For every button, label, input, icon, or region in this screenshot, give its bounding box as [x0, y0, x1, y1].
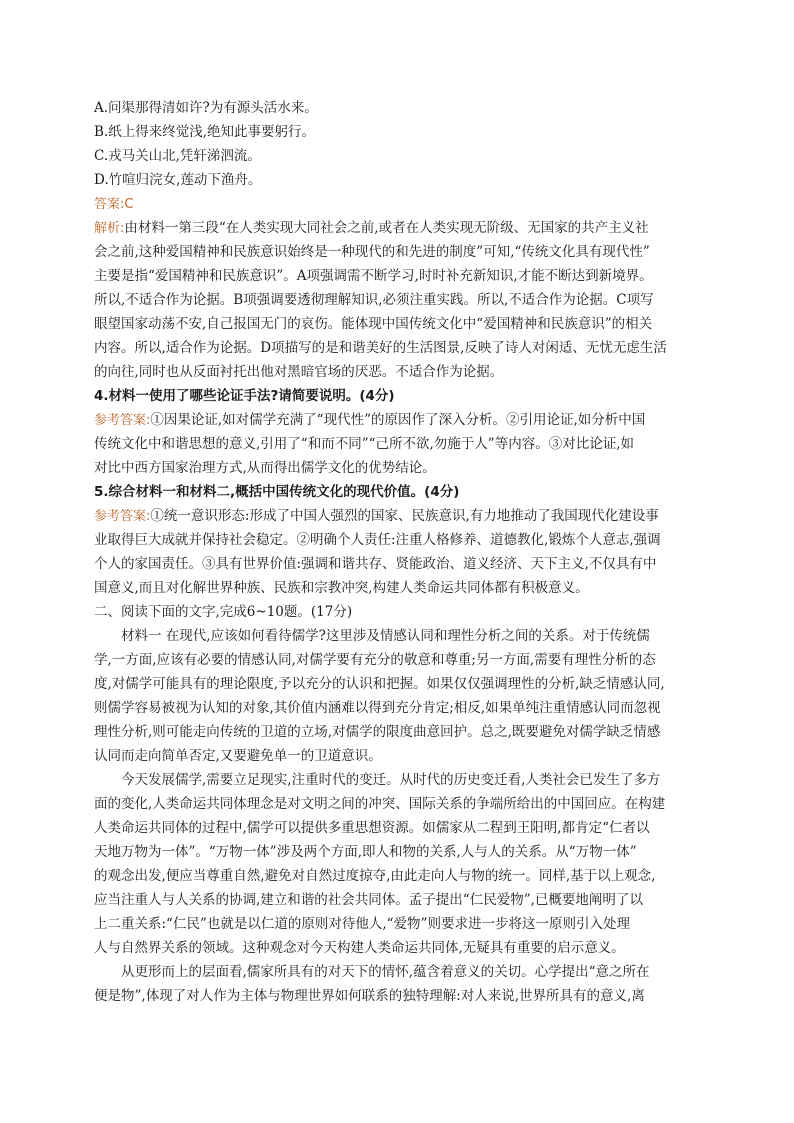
question-4: 4.材料一使用了哪些论证手法?请简要说明。(4分): [94, 388, 395, 404]
reference-answer-line: 个人的家国责任。③具有世界价值:强调和谐共存、贤能政治、道义经济、天下主义,不仅具有中: [94, 556, 657, 572]
reference-answer-line: [94, 408, 706, 432]
paragraph-line: 从更形而上的层面看,儒家所具有的对天下的情怀,蕴含着意义的关切。心学提出“意之所在: [121, 964, 650, 980]
reference-answer-line: 传统文化中和谐思想的意义,引用了“和而不同”“己所不欲,勿施于人”等内容。③对比论证,如: [94, 436, 634, 452]
option-b: B.纸上得来终觉浅,绝知此事要躬行。: [94, 124, 316, 140]
section-heading: 二、阅读下面的文字,完成6~10题。(17分): [94, 604, 353, 620]
answer-value: C: [124, 197, 134, 212]
analysis-line: 眼望国家动荡不安,自己报国无门的哀伤。能体现中国传统文化中“爱国精神和民族意识”的相关: [94, 316, 653, 332]
paragraph-line: 天地万物为一体”。“万物一体”涉及两个方面,即人和物的关系,人与人的关系。从“万物一体”: [94, 844, 637, 860]
reference-answer-line: 国意义,而且对化解世界种族、民族和宗教冲突,构建人类命运共同体都有积极意义。: [94, 580, 589, 596]
reference-answer-text: ①因果论证,如对儒学充满了“现代性”的原因作了深入分析。②引用论证,如分析中国: [150, 412, 646, 428]
analysis-label: 解析:: [94, 221, 125, 236]
paragraph-line: 面的变化,人类命运共同体理念是对文明之间的冲突、国际关系的争端所给出的中国回应。在构建: [94, 796, 666, 812]
analysis-line: 的向往,同时也从反面衬托出他对黑暗官场的厌恶。不适合作为论据。: [94, 364, 504, 380]
analysis-line: 所以,不适合作为论据。B项强调要透彻理解知识,必须注重实践。所以,不适合作为论据。C项写: [94, 292, 654, 308]
paragraph-line: 今天发展儒学,需要立足现实,注重时代的变迁。从时代的历史变迁看,人类社会已发生了多方: [121, 772, 661, 788]
paragraph-line: 材料一 在现代,应该如何看待儒学?这里涉及情感认同和理性分析之间的关系。对于传统儒: [121, 628, 650, 644]
analysis-line: 会之前,这种爱国精神和民族意识始终是一种现代的和先进的制度”可知,“传统文化具有现代性”: [94, 244, 650, 260]
paragraph-line: 学,一方面,应该有必要的情感认同,对儒学要有充分的敬意和尊重;另一方面,需要有理性分析的态: [94, 652, 656, 668]
paragraph-line: 理性分析,则可能走向传统的卫道的立场,对儒学的限度曲意回护。总之,既要避免对儒学缺乏情感: [94, 724, 661, 740]
reference-answer-label: 参考答案:: [94, 509, 151, 524]
option-a: A.问渠那得清如许?为有源头活水来。: [94, 100, 318, 116]
paragraph-line: 的观念出发,便应当尊重自然,避免对自然过度掠夺,由此走向人与物的统一。同样,基于以上观念,: [94, 868, 656, 884]
answer-label: 答案:: [94, 197, 125, 212]
paragraph-line: 人类命运共同体的过程中,儒学可以提供多重思想资源。如儒家从二程到王阳明,都肯定“仁者以: [94, 820, 650, 836]
reference-answer-text: ①统一意识形态:形成了中国人强烈的国家、民族意识,有力地推动了我国现代化建设事: [150, 508, 659, 524]
option-c: C.戎马关山北,凭轩涕泗流。: [94, 148, 261, 164]
document-page: [94, 96, 706, 1008]
paragraph-line: 便是物”,体现了对人作为主体与物理世界如何联系的独特理解:对人来说,世界所具有的意义,离: [94, 988, 645, 1004]
analysis-text: 由材料一第三段“在人类实现大同社会之前,或者在人类实现无阶级、无国家的共产主义社: [124, 220, 649, 236]
answer-line: [94, 192, 706, 216]
paragraph-line: 度,对儒学可能具有的理论限度,予以充分的认识和把握。如果仅仅强调理性的分析,缺乏情感认同,: [94, 676, 665, 692]
reference-answer-line: [94, 504, 706, 528]
analysis-line: 内容。所以,适合作为论据。D项描写的是和谐美好的生活图景,反映了诗人对闲适、无忧无虑生活: [94, 340, 667, 356]
reference-answer-line: 业取得巨大成就并保持社会稳定。②明确个人责任:注重人格修养、道德教化,锻炼个人意志,强调: [94, 532, 661, 548]
paragraph-line: 则儒学容易被视为认知的对象,其价值内涵难以得到充分肯定;相反,如果单纯注重情感认同而忽视: [94, 700, 661, 716]
reference-answer-line: 对比中西方国家治理方式,从而得出儒学文化的优势结论。: [94, 460, 436, 476]
reference-answer-label: 参考答案:: [94, 413, 151, 428]
option-d: D.竹喧归浣女,莲动下渔舟。: [94, 172, 262, 188]
paragraph-line: 上二重关系:“仁民”也就是以仁道的原则对待他人,“爱物”则要求进一步将这一原则引入处理: [94, 916, 630, 932]
paragraph-line: 应当注重人与人关系的协调,建立和谐的社会共同体。孟子提出“仁民爱物”,已概要地阐明了以: [94, 892, 643, 908]
analysis-line: 主要是指“爱国精神和民族意识”。A项强调需不断学习,时时补充新知识,才能不断达到新境界。: [94, 268, 653, 284]
paragraph-line: 人与自然界关系的领域。这种观念对今天构建人类命运共同体,无疑具有重要的启示意义。: [94, 940, 625, 956]
analysis-line: [94, 216, 706, 240]
question-5: 5.综合材料一和材料二,概括中国传统文化的现代价值。(4分): [94, 484, 460, 500]
paragraph-line: 认同而走向简单否定,又要避免单一的卫道意识。: [94, 748, 382, 764]
